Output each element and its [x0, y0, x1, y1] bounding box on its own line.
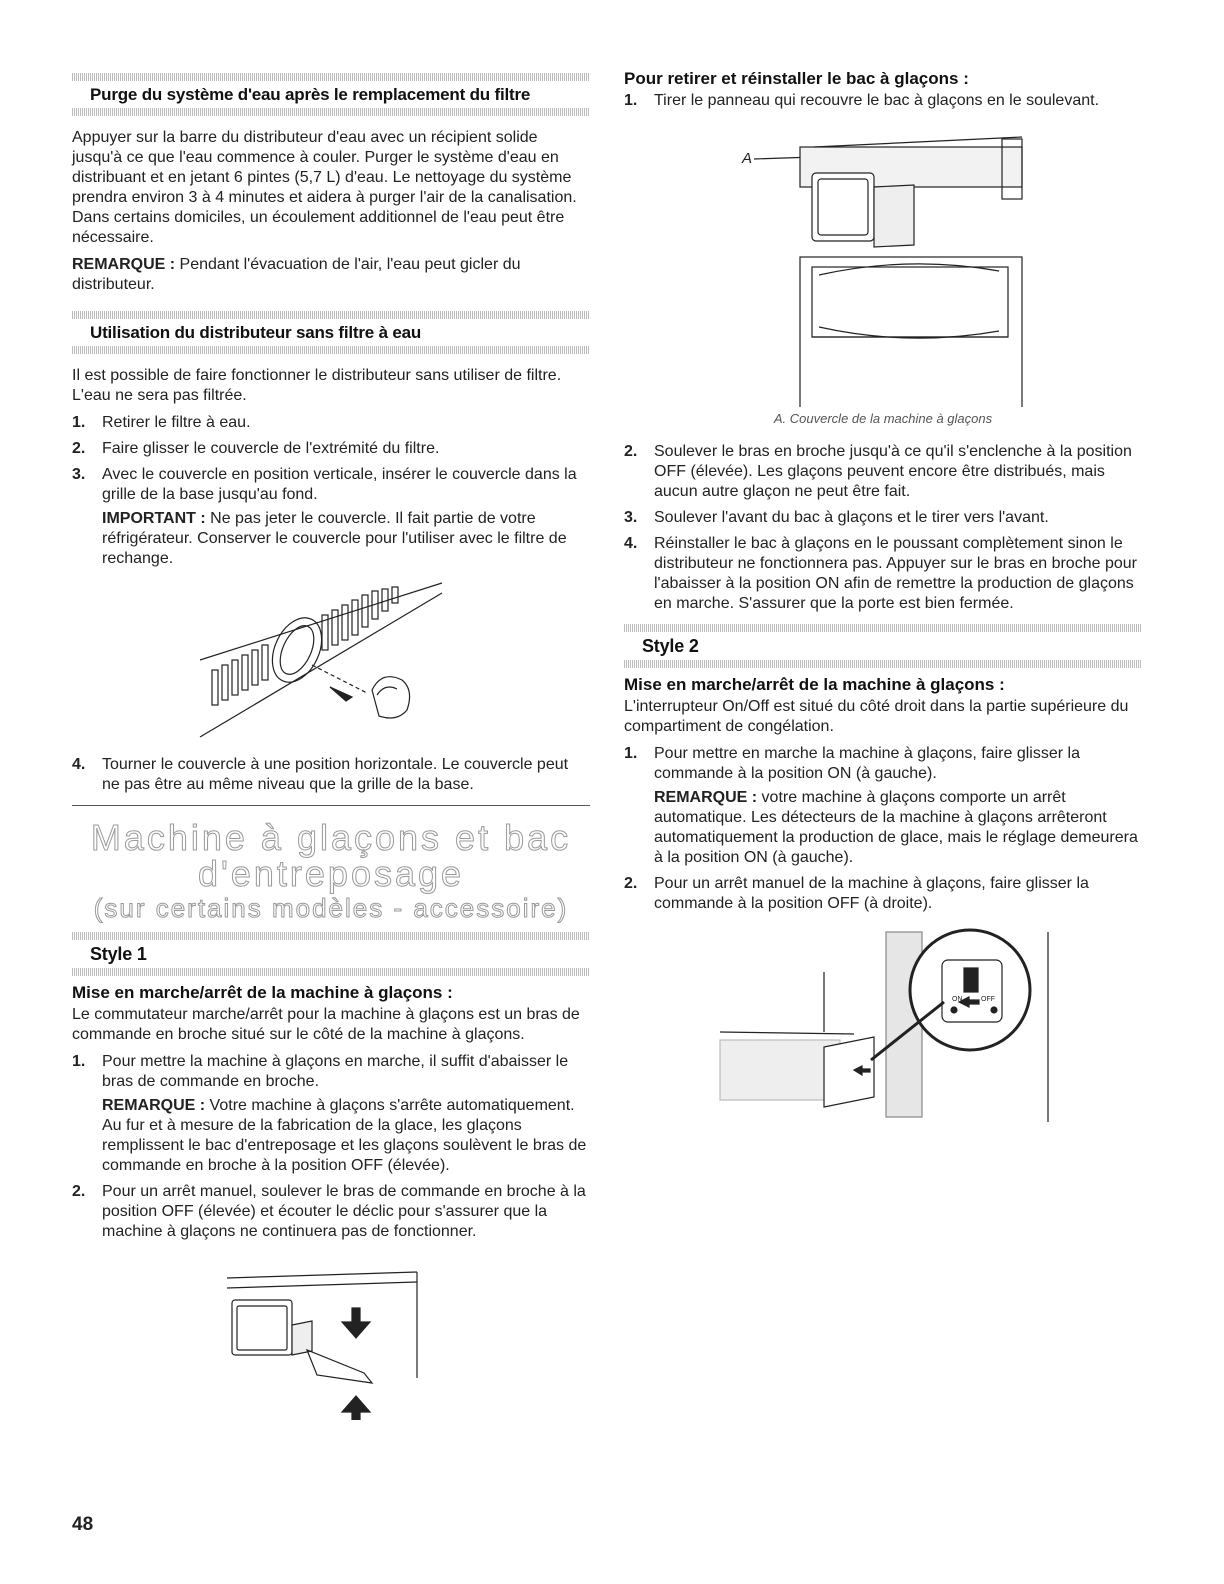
page-number: 48: [72, 1514, 94, 1535]
purge-note: [72, 255, 590, 295]
style2-steps: [624, 744, 1142, 914]
nofilter-steps: [72, 413, 590, 569]
note-text: Pendant l'évacuation de l'air, l'eau peut gicler du distributeur.: [72, 256, 521, 293]
note-label: REMARQUE :: [72, 256, 176, 273]
step-text: Soulever le bras en broche jusqu'à ce qu'il s'enclenche à la position OFF (élevée). Les glaçons peuvent encore être distribués, mais aucun autre glaçon ne peut être fait.: [654, 443, 1132, 500]
note-text: votre machine à glaçons comporte un arrêt automatique. Les détecteurs de la machine à glaçons arrêteront automatiquement la production de glace, mais le réglage demeurera à la position ON (à gauche).: [654, 789, 1138, 866]
list-item: [72, 1052, 590, 1176]
filter-cap-grille-illustration: [72, 575, 590, 745]
grille-slots: [212, 587, 398, 705]
style1-wire-arm-illustration: [72, 1270, 590, 1420]
important-text: Ne pas jeter le couvercle. Il fait partie de votre réfrigérateur. Conserver le couvercle pour l'utiliser avec le filtre de rechange.: [102, 510, 567, 567]
figure-label-a: A: [742, 150, 753, 167]
step-number: 1.: [624, 745, 638, 762]
step-number: 1.: [72, 1053, 86, 1070]
list-item: [72, 1182, 590, 1242]
style1-intro: Le commutateur marche/arrêt pour la machine à glaçons est un bras de commande en broche situé sur le côté de la machine à glaçons.: [72, 1006, 580, 1043]
step-text: Soulever l'avant du bac à glaçons et le tirer vers l'avant.: [654, 509, 1049, 526]
step-number: 2.: [624, 443, 638, 460]
remove-steps: [624, 442, 1142, 614]
style1-title: Style 1: [90, 944, 147, 964]
important-label: IMPORTANT :: [102, 510, 206, 527]
style2-title: Style 2: [642, 636, 699, 656]
step-text: Tirer le panneau qui recouvre le bac à glaçons en le soulevant.: [654, 92, 1100, 109]
list-item: [624, 744, 1142, 868]
step-number: 1.: [72, 414, 86, 431]
step-number: 2.: [72, 1183, 86, 1200]
list-item: [624, 534, 1142, 614]
style2-switch-illustration: [624, 922, 1142, 1122]
nofilter-intro: Il est possible de faire fonctionner le distributeur sans utiliser de filtre. L'eau ne sera pas filtrée.: [72, 367, 562, 404]
switch-on-label: ON: [952, 996, 963, 1003]
big-heading-line2: d'entreposage: [197, 853, 465, 894]
step-text: Avec le couvercle en position verticale, insérer le couvercle dans la grille de la base jusqu'au fond.: [102, 466, 577, 503]
style2-note: [654, 788, 1142, 868]
style1-steps: [72, 1052, 590, 1242]
step-number: 2.: [624, 875, 638, 892]
style1-heading: Mise en marche/arrêt de la machine à glaçons :: [72, 983, 453, 1002]
step-text: Retirer le filtre à eau.: [102, 414, 251, 431]
step-text: Réinstaller le bac à glaçons en le poussant complètement sinon le distributeur ne fonctionnera pas. Appuyer sur le bras en broche pour l'abaisser à la position ON afin de remettre la production de glaçons en marche. S'assurer que la porte est bien fermée.: [654, 535, 1137, 612]
section-rule: [624, 624, 1142, 632]
style2-heading: Mise en marche/arrêt de la machine à glaçons :: [624, 675, 1005, 694]
step-number: 1.: [624, 92, 638, 109]
figure-caption: A. Couvercle de la machine à glaçons: [773, 411, 993, 426]
step-text: Tourner le couvercle à une position horizontale. Le couvercle peut ne pas être au même niveau que la grille de la base.: [102, 756, 569, 793]
section-rule: [72, 968, 590, 976]
style1-note: [102, 1096, 590, 1176]
section-rule: [72, 73, 590, 81]
step-number: 3.: [72, 466, 86, 483]
step-text: Pour mettre en marche la machine à glaçons, faire glisser la commande à la position ON (à gauche).: [654, 745, 1080, 782]
section-rule: [72, 311, 590, 319]
step-text: Pour un arrêt manuel de la machine à glaçons, faire glisser la commande à la position OFF (à droite).: [654, 875, 1089, 912]
big-heading-line1: Machine à glaçons et bac: [90, 817, 572, 858]
remove-heading: Pour retirer et réinstaller le bac à glaçons :: [624, 69, 969, 88]
purge-paragraph: Appuyer sur la barre du distributeur d'eau avec un récipient solide jusqu'à ce que l'eau commence à couler. Purger le système d'eau en distribuant et en jetant 6 pintes (5,7 L) d'eau. Le nettoyage du système prendra environ 3 à 4 minutes et aidera à purger l'air de la canalisation. Dans certains domiciles, un écoulement additionnel de l'eau peut être nécessaire.: [72, 129, 577, 246]
step-text: Pour un arrêt manuel, soulever le bras de commande en broche à la position OFF (élevée) et écouter le déclic pour s'assurer que la machine à glaçons ne continuera pas de fonctionner.: [102, 1183, 586, 1240]
step-number: 3.: [624, 509, 638, 526]
note-label: REMARQUE :: [102, 1097, 206, 1114]
section-rule: [624, 660, 1142, 668]
step-text: Pour mettre la machine à glaçons en marche, il suffit d'abaisser le bras de commande en broche.: [102, 1053, 569, 1090]
remove-step1: [624, 91, 1142, 111]
style2-intro: L'interrupteur On/Off est situé du côté droit dans la partie supérieure du compartiment de congélation.: [624, 698, 1129, 735]
note-text: Votre machine à glaçons s'arrête automatiquement. Au fur et à mesure de la fabrication de la glace, les glaçons remplissent le bac d'entreposage et les glaçons soulèvent le bras de commande en broche à la position OFF (élevée).: [102, 1097, 587, 1174]
step-number: 4.: [624, 535, 638, 552]
divider: [72, 805, 590, 806]
section-rule: [72, 108, 590, 116]
purge-section-title: Purge du système d'eau après le remplacement du filtre: [90, 85, 531, 104]
list-item: [72, 755, 590, 795]
nofilter-section-title: Utilisation du distributeur sans filtre à eau: [90, 323, 422, 342]
nofilter-step4: [72, 755, 590, 795]
list-item: [72, 439, 590, 459]
important-note: [102, 509, 590, 569]
list-item: [624, 91, 1142, 111]
note-label: REMARQUE :: [654, 789, 758, 806]
list-item: [624, 442, 1142, 502]
ice-maker-cover-illustration: [624, 117, 1142, 407]
left-column: [72, 60, 590, 1420]
step-number: 4.: [72, 756, 86, 773]
big-heading-line3: (sur certains modèles - accessoire): [93, 893, 569, 923]
list-item: [624, 874, 1142, 914]
switch-off-label: OFF: [981, 996, 995, 1003]
right-column: [624, 60, 1142, 1122]
section-rule: [72, 932, 590, 940]
list-item: [72, 413, 590, 433]
step-number: 2.: [72, 440, 86, 457]
list-item: [72, 465, 590, 569]
list-item: [624, 508, 1142, 528]
section-rule: [72, 346, 590, 354]
step-text: Faire glisser le couvercle de l'extrémité du filtre.: [102, 440, 440, 457]
